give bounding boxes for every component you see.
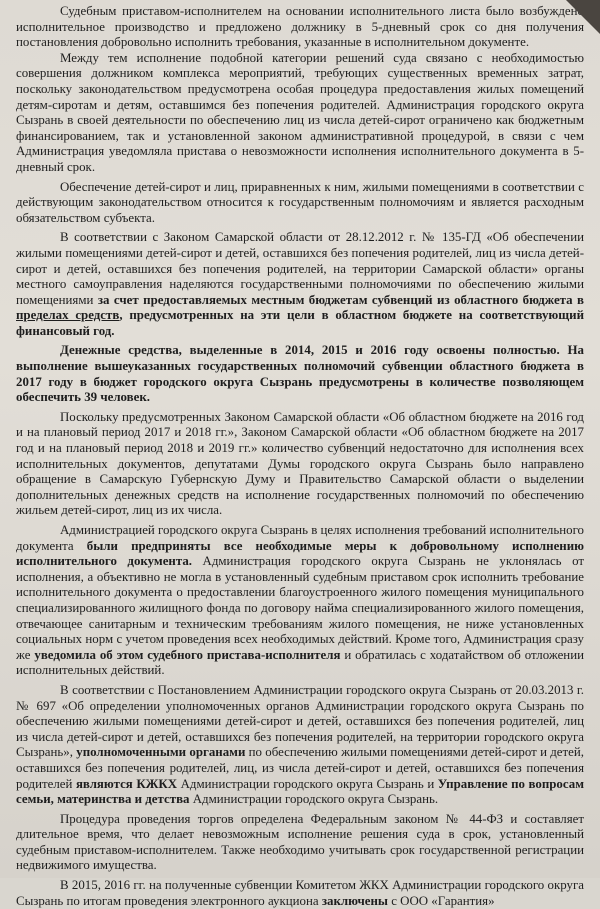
text-segment: В соответствии с Законом Самарской области от 28.12.2012 г. № 135-ГД «Об обеспечении жилыми помещениями детей-сирот и детей, оставшихся без попечения родителей, лиц из числа детей-сирот и детей, оставшихся без попечения родителей, на территории Самарской области» органы местного самоуправления наделяются государственными полномочиями по обеспечению жилыми помещениями — [16, 230, 584, 307]
text-segment: Между тем исполнение подобной категории решений суда связано с необходимостью совершения должником комплекса мероприятий, требующих существенных временных затрат, поскольку законодательством предусмотрена особая процедура предоставления жилых помещений детям-сиротам и детям, оставшимся без попечения родителей. Администрация городского округа Сызрань в своей деятельности по обеспечению лиц из числа детей-сирот ограничено как бюджетным финансированием, так и установленной законом административной процедурой, в связи с чем Администрация уведомляла пристава о невозможности исполнения исполнительного документа в 5-дневный срок. — [16, 50, 584, 174]
text-segment: Процедура проведения торгов определена Федеральным законом № 44-ФЗ и составляет длительное время, что делает невозможным исполнение решения суда в срок, установленный судебным приставом-исполнителем. Также необходимо учитывать срок государственной регистрации недвижимого имущества. — [16, 811, 584, 873]
text-segment: и обратилась с ходатайством об отложении исполнительных действий. — [16, 647, 585, 678]
paragraph-8 — [16, 683, 584, 808]
text-segment: Денежные средства, выделенные в 2014, 2015 и 2016 году освоены полностью. На выполнение вышеуказанных государственных полномочий субвенции областного бюджета в 2017 году в бюджет городского округа Сызрань предусмотрены в количестве позволяющем обеспечить 39 человек. — [16, 343, 584, 405]
text-segment: В 2015, 2016 гг. на полученные субвенции Комитетом ЖКХ Администрации городского округа Сызрань по итогам проведения электронного аукциона — [16, 878, 584, 908]
text-segment: Администрацией городского округа Сызрань в целях исполнения требований исполнительного документа — [16, 523, 584, 553]
document-body — [16, 4, 584, 909]
text-segment: по обеспечению жилыми помещениями детей-сирот и детей, оставшихся без попечения родителей, лиц, из числа детей-сирот и детей, оставшихся без попечения родителей — [16, 745, 584, 791]
paragraph-7 — [16, 523, 584, 679]
text-segment: Судебным приставом-исполнителем на основании исполнительного листа было возбуждено исполнительное производство и предложено должнику в 5-дневный срок со дня получения постановления добровольно исполнить требования, указанные в исполнительном документе. — [16, 4, 584, 50]
text-segment: В соответствии с Постановлением Администрации городского округа Сызрань от 20.03.2013 г. № 697 «Об определении уполномоченных органов Администрации городского округа Сызрань по обеспечению жилыми помещениями детей-сирот и детей, оставшихся без попечения родителей, лиц из числа детей-сирот и детей, оставшихся без попечения родителей, на территории городского округа Сызрань», — [16, 682, 584, 760]
text-segment: Обеспечение детей-сирот и лиц, приравненных к ним, жилыми помещениями в соответствии с действующим законодательством относится к государственным полномочиям и является расходным обязательством субъекта. — [16, 179, 584, 225]
paragraph-10 — [16, 878, 584, 909]
text-segment: за счет предоставляемых местным бюджетам субвенций из областного бюджета в — [97, 292, 584, 307]
text-segment: Администрации городского округа Сызрань и — [177, 776, 438, 791]
text-segment: были предприняты все необходимые меры к добровольному исполнению исполнительного документа. — [16, 538, 584, 569]
text-segment: уведомила об этом судебного пристава-исполнителя — [34, 647, 341, 662]
text-segment: с ООО «Гарантия» — [387, 893, 495, 908]
text-segment: Поскольку предусмотренных Законом Самарской области «Об областном бюджете на 2016 год и на плановый период 2017 и 2018 гг.», Законом Самарской области «Об областном бюджете на 2017 год и на плановый период 2018 и 2019 гг.» количество субвенций недостаточно для исполнения всех исполнительных документов, депутатами Думы городского округа Сызрань было направлено обращение в Самарскую Губернскую Думу и Правительство Самарской области о выделении дополнительных денежных средств на исполнение государственных полномочий по обеспечению жильем детей-сирот, лиц из их числа. — [16, 409, 584, 518]
text-segment: , предусмотренных на эти цели в областном бюджете на соответствующий финансовый год. — [16, 308, 585, 338]
paragraph-1 — [16, 4, 584, 51]
text-segment: являются КЖКХ — [75, 776, 178, 791]
paragraph-3 — [16, 180, 584, 227]
text-segment: Администрация городского округа Сызрань не уклонялась от исполнения, а объективно не могла в установленный судебным приставом срок исполнить требование исполнительного документа о предоставлении благоустроенного жилого помещения муниципального специализированного жилищного фонда по договору найма специализированного жилого помещения, отвечающее санитарным и техническим требованиям жилого помещения, не ниже установленных социальных норм с учетом проведения всех необходимых действий. Кроме того, Администрация сразу же — [16, 554, 584, 662]
text-segment: заключены — [321, 893, 388, 908]
text-segment: пределах средств — [16, 308, 120, 323]
paragraph-4 — [16, 230, 584, 339]
paragraph-2 — [16, 51, 584, 176]
paragraph-9 — [16, 812, 584, 874]
paragraph-5 — [16, 343, 584, 405]
text-segment: Администрации городского округа Сызрань. — [189, 792, 439, 807]
text-segment: уполномоченными органами — [76, 745, 246, 760]
paragraph-6 — [16, 410, 584, 519]
text-segment: Управление по вопросам семьи, материнства и детства — [16, 776, 584, 807]
page-corner-fold — [566, 0, 600, 34]
